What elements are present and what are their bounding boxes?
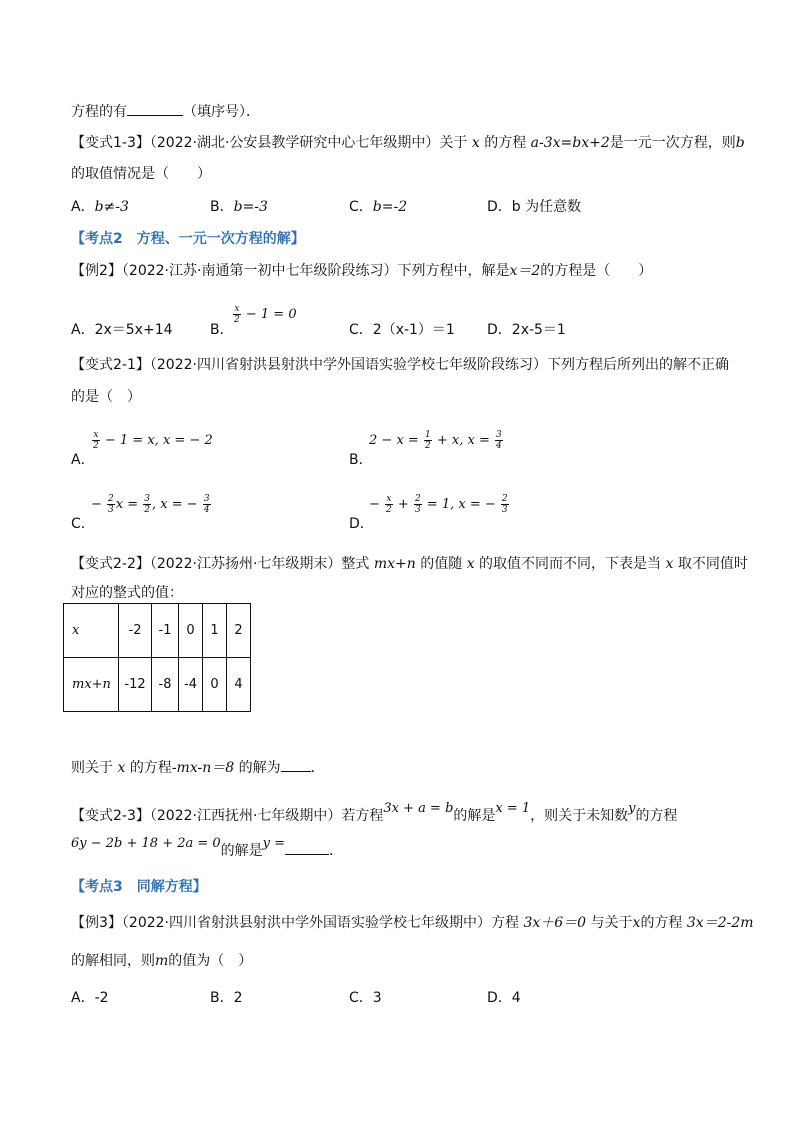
option-label: C． <box>349 199 373 215</box>
option-label: B． <box>210 199 234 215</box>
v22-text: 取不同值时 <box>677 556 748 572</box>
q-top-line <box>71 101 260 122</box>
v23-text: 的解是 <box>220 843 263 859</box>
v23-equation: 6y − 2b + 18 + 2a = 0 <box>71 836 221 851</box>
v23-tag: 【变式2-3】 <box>71 808 150 824</box>
option-label: A． <box>71 452 95 468</box>
table-cell: 4 <box>227 658 251 712</box>
option-label: A． <box>71 199 95 215</box>
v21-tag: 【变式2-1】 <box>71 357 150 373</box>
v21-option-c[interactable] <box>71 494 210 534</box>
option-label: A． <box>71 990 95 1006</box>
v22-after-line <box>71 757 325 778</box>
ex3-text: 与关于 <box>590 915 633 931</box>
v22-source: （2022·江苏扬州·七年级期末） <box>149 556 342 572</box>
fraction: $\frac{3}{4}$ <box>495 430 502 451</box>
v23-text: 若方程 <box>341 808 384 824</box>
ex3-option-c[interactable] <box>349 988 382 1008</box>
v21-text: 下列方程后所列出的解不正确 <box>546 357 729 373</box>
v22-text: 则关于 <box>71 760 113 776</box>
v22-text: 整式 <box>341 556 370 572</box>
v23-line2 <box>71 836 344 862</box>
v23-source: （2022·江西抚州·七年级期中） <box>149 808 342 824</box>
v21-text: 的是（ ） <box>71 389 141 405</box>
v21-line2 <box>71 387 141 407</box>
ex2-option-d[interactable] <box>487 320 566 340</box>
table-cell: 1 <box>203 604 227 658</box>
v23-line1 <box>71 801 678 827</box>
ex2-condition: x＝2 <box>509 263 541 279</box>
option-content-math: − $\frac{2}{3}$ x = $\frac{3}{2}$ , x = − $\frac{3}{4}$ <box>91 494 210 515</box>
v13-tag: 【变式1-3】 <box>71 135 150 151</box>
ex3-option-b[interactable] <box>210 988 243 1008</box>
section-k3-title: 【考点3 同解方程】 <box>71 879 207 895</box>
v23-solution: x = 1 <box>495 801 531 816</box>
fraction: $\frac{x}{2}$ <box>386 494 392 515</box>
ex3-text: 方程 <box>491 915 519 931</box>
ex3-option-d[interactable] <box>487 988 521 1008</box>
fraction: $\frac{3}{2}$ <box>144 494 151 515</box>
option-label: D． <box>487 322 512 338</box>
ex3-text: 的值为（ ） <box>168 953 253 969</box>
option-content: 4 <box>511 990 521 1006</box>
ex3-line2 <box>71 951 252 971</box>
var-x: x <box>665 556 674 572</box>
v13-text: 的方程 <box>484 135 527 151</box>
var-x: x <box>632 915 641 931</box>
table-row-header: x <box>64 604 119 658</box>
option-label: B． <box>210 322 234 338</box>
v22-text: 的值随 <box>420 556 463 572</box>
ex3-tag: 【例3】 <box>71 915 122 931</box>
option-content-math: $\frac{x}{2}$ − 1 = 0 <box>234 304 297 325</box>
var-x: x <box>471 135 480 151</box>
option-label: B． <box>349 452 373 468</box>
var-b: b <box>735 135 745 151</box>
v21-option-d[interactable] <box>349 494 508 534</box>
option-content: 2x＝5x+14 <box>94 322 173 338</box>
v23-text: 的方程 <box>635 808 678 824</box>
v22-text: 的解为 <box>238 760 281 776</box>
v13-option-a[interactable] <box>71 197 129 217</box>
v22-text: ． <box>310 760 325 776</box>
v21-option-b[interactable] <box>349 430 502 470</box>
ex3-equation: 3x＝2-2m <box>686 915 754 931</box>
option-content-math: $\frac{x}{2}$ − 1 = x, x = − 2 <box>93 430 213 451</box>
table-cell: -2 <box>119 604 152 658</box>
option-content: 2x-5＝1 <box>511 322 566 338</box>
var-x: x <box>466 556 475 572</box>
option-label: D． <box>349 516 374 532</box>
table-cell: -4 <box>179 658 203 712</box>
ex3-text: 的方程 <box>640 915 683 931</box>
v22-tag: 【变式2-2】 <box>71 556 150 572</box>
fraction: $\frac{1}{2}$ <box>424 430 431 451</box>
ex3-equation: 3x＋6＝0 <box>523 915 587 931</box>
option-content: b=-3 <box>233 199 268 215</box>
v13-line2 <box>71 164 211 184</box>
fraction: $\frac{x}{2}$ <box>234 304 240 325</box>
v13-option-c[interactable] <box>349 197 407 217</box>
v13-text: 的取值情况是（ ） <box>71 166 211 182</box>
answer-blank[interactable] <box>281 757 311 772</box>
v23-equation: 3x + a = b <box>383 801 454 816</box>
option-content: 2 <box>233 990 243 1006</box>
ex3-text: 的解相同，则 <box>71 953 155 969</box>
v22-text: 的取值不同而不同，下表是当 <box>479 556 662 572</box>
option-content: 2（x-1）＝1 <box>372 322 455 338</box>
option-label: D． <box>487 990 512 1006</box>
option-content: b=-2 <box>372 199 408 215</box>
ex3-source: （2022·四川省射洪县射洪中学外国语实验学校七年级期中） <box>121 915 491 931</box>
table-row-header: mx+n <box>64 658 119 712</box>
v22-text: 对应的整式的值： <box>71 585 183 601</box>
v23-text: ，则关于未知数 <box>530 808 629 824</box>
option-content: b≠-3 <box>94 199 129 215</box>
answer-blank[interactable] <box>127 101 183 116</box>
fraction: $\frac{x}{2}$ <box>93 430 99 451</box>
ex3-line1 <box>71 913 754 933</box>
v21-line1 <box>71 355 729 375</box>
option-content: -2 <box>94 990 109 1006</box>
v22-equation: -mx-n＝8 <box>171 760 235 776</box>
v22-expression: mx+n <box>373 556 416 572</box>
ex2-option-b[interactable] <box>210 304 297 340</box>
v23-answer-prefix: y = <box>262 836 286 851</box>
table-row <box>64 604 251 658</box>
v13-option-b[interactable] <box>210 197 268 217</box>
q-top-text: 方程的有 <box>71 104 127 120</box>
option-content-math: 2 − x = $\frac{1}{2}$ + x, x = $\frac{3}{4}$ <box>369 430 502 451</box>
var-x: x <box>117 760 126 776</box>
v23-text: ． <box>329 843 344 859</box>
ex2-text: 下列方程中，解是 <box>397 263 510 279</box>
option-label: D． <box>487 199 512 215</box>
v22-line2 <box>71 583 183 603</box>
v13-source: （2022·湖北·公安县教学研究中心七年级期中） <box>149 135 440 151</box>
v13-line1 <box>71 133 745 153</box>
table-cell: 2 <box>227 604 251 658</box>
q-top-suffix: （填序号）． <box>183 104 260 120</box>
var-m: m <box>155 953 169 969</box>
table-cell: -8 <box>152 658 179 712</box>
v13-text: 是一元一次方程，则 <box>609 135 736 151</box>
v21-source: （2022·四川省射洪县射洪中学外国语实验学校七年级阶段练习） <box>149 357 547 373</box>
option-label: A． <box>71 322 95 338</box>
value-table <box>63 603 251 712</box>
table-cell: -1 <box>152 604 179 658</box>
answer-blank[interactable] <box>285 840 329 855</box>
fraction: $\frac{2}{3}$ <box>108 494 114 515</box>
option-content: 3 <box>372 990 382 1006</box>
ex3-option-a[interactable] <box>71 988 109 1008</box>
ex2-option-c[interactable] <box>349 320 455 340</box>
option-label: B． <box>210 990 234 1006</box>
option-content-math: − $\frac{x}{2}$ + $\frac{2}{3}$ = 1, x = − $\frac{2}{3}$ <box>369 494 508 515</box>
section-k2-title: 【考点2 方程、一元一次方程的解】 <box>71 231 305 247</box>
v13-option-d[interactable] <box>487 197 581 217</box>
v22-line1 <box>71 554 748 574</box>
table-cell: 0 <box>179 604 203 658</box>
option-content: b 为任意数 <box>511 199 582 215</box>
ex2-option-a[interactable] <box>71 320 173 340</box>
option-label: C． <box>71 516 95 532</box>
v22-text: 的方程 <box>129 760 172 776</box>
table-cell: 0 <box>203 658 227 712</box>
table-row <box>64 658 251 712</box>
v13-text: 关于 <box>439 135 468 151</box>
option-label: C． <box>349 990 373 1006</box>
ex2-tag: 【例2】 <box>71 263 122 279</box>
v13-equation: a-3x=bx+2 <box>530 135 610 151</box>
option-label: C． <box>349 322 373 338</box>
v21-option-a[interactable] <box>71 430 213 470</box>
ex2-text: 的方程是（ ） <box>540 263 653 279</box>
ex2-source: （2022·江苏·南通第一初中七年级阶段练习） <box>121 263 398 279</box>
v23-text: 的解是 <box>453 808 496 824</box>
fraction: $\frac{2}{3}$ <box>414 494 421 515</box>
fraction: $\frac{3}{4}$ <box>203 494 210 515</box>
var-y: y <box>628 801 636 816</box>
table-cell: -12 <box>119 658 152 712</box>
fraction: $\frac{2}{3}$ <box>501 494 508 515</box>
ex2-line1 <box>71 261 652 281</box>
